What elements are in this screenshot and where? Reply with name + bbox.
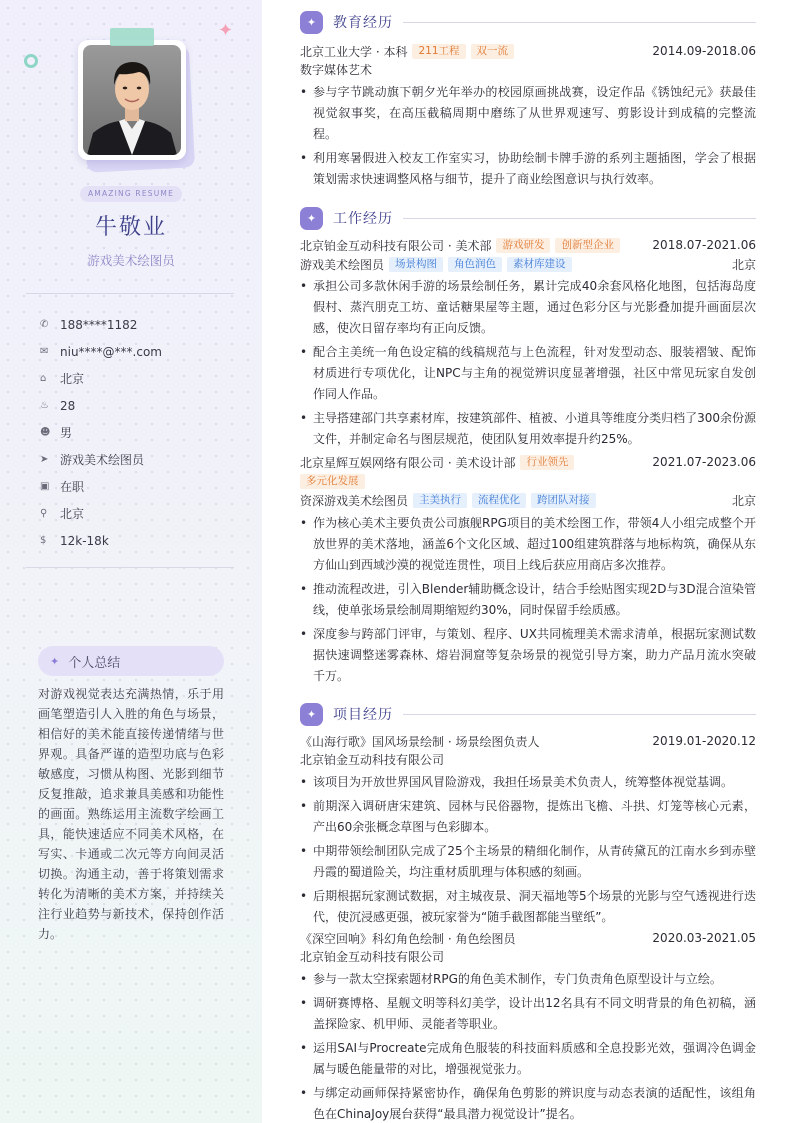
job-city: 北京 <box>731 257 756 272</box>
info-phone <box>40 311 162 338</box>
info-location <box>40 500 162 527</box>
job-position-line <box>300 255 756 273</box>
sparkle-icon: ✦ <box>300 11 323 34</box>
email-icon: ✉ <box>40 346 49 357</box>
job-date: 2021.07-2023.06 <box>652 455 756 469</box>
section-divider <box>403 218 756 219</box>
sidebar <box>0 0 262 1123</box>
company-tag: 行业领先 <box>520 455 574 470</box>
list-item: • 参与字节跳动旗下朝夕光年举办的校园原画挑战赛，设定作品《锈蚀纪元》获最佳视觉叙事奖，在高压截稿周期中磨练了从世界观速写、剪影设计到成稿的完整流程。 <box>300 82 756 145</box>
location-pin-icon: ⚲ <box>40 508 48 519</box>
list-item: • 中期带领绘制团队完成了25个主场景的精细化制作，从青砖黛瓦的江南水乡到赤壁丹霞的蜀道险关，均注重材质肌理与体积感的刻画。 <box>300 841 756 883</box>
decorative-sparkle-icon: ✦ <box>218 20 234 41</box>
project-name: 《山海行歌》国风场景绘制 · 场景绘图负责人 <box>300 734 540 749</box>
info-text: 12k-18k <box>60 533 109 548</box>
project-entry <box>300 928 756 1123</box>
company-tag-line <box>300 472 756 490</box>
job-city: 北京 <box>731 493 756 508</box>
person-name: 牛敬业 <box>94 215 167 240</box>
info-text: 男 <box>60 426 73 440</box>
company-tag: 游戏研发 <box>496 238 550 253</box>
section-header <box>300 10 756 34</box>
section-title: 教育经历 <box>333 15 393 31</box>
job-date: 2018.07-2021.06 <box>652 238 756 252</box>
summary-text: 对游戏视觉表达充满热情，乐于用画笔塑造引人入胜的角色与场景，相信好的美术能直接传递情绪与世界观。具备严谨的造型功底与色彩敏感度，习惯从构图、光影到细节反复推敲，追求兼具美感和功能性的画面。熟练运用主流数字绘画工具，能快速适应不同美术风格，在写实、卡通或二次元等方向间灵活切换。沟通主动，善于将策划需求转化为清晰的美术方案，并持续关注行业趋势与新技术，保持创作活力。 <box>38 687 224 941</box>
list-item: • 调研赛博格、星舰文明等科幻美学，设计出12名具有不同文明背景的角色初稿，涵盖探险家、机甲师、灵能者等职业。 <box>300 993 756 1035</box>
birthday-cake-icon: ♨ <box>40 400 49 411</box>
education-bullets <box>300 82 756 190</box>
skill-tag: 流程优化 <box>472 493 526 508</box>
project-entry <box>300 731 756 928</box>
projects-section <box>300 702 756 1123</box>
job-header <box>300 452 756 472</box>
briefcase-icon: ▣ <box>40 481 50 492</box>
sidebar-divider <box>26 293 234 294</box>
salary-icon: $ <box>40 535 47 546</box>
job-entry <box>300 235 756 450</box>
company-tag: 多元化发展 <box>300 474 365 489</box>
info-text: 游戏美术绘图员 <box>60 453 145 467</box>
phone-icon: ✆ <box>40 319 49 330</box>
info-text: 188****1182 <box>60 317 138 332</box>
summary-heading <box>38 646 224 676</box>
list-item: • 配合主美统一角色设定稿的线稿规范与上色流程，针对发型动态、服装褶皱、配饰材质进行专项优化，让NPC与主角的视觉辨识度显著增强，社区中常见玩家自发创作同人作品。 <box>300 342 756 405</box>
section-divider <box>403 714 756 715</box>
summary-heading-label: 个人总结 <box>68 655 121 671</box>
education-section <box>300 10 756 190</box>
company-name: 北京铂金互动科技有限公司 · 美术部 <box>300 238 492 253</box>
info-text: 北京 <box>60 507 85 521</box>
list-item: • 主导搭建部门共享素材库，按建筑部件、植被、小道具等维度分类归档了300余份源文件，并制定命名与图层规范，使团队复用效率提升约25%。 <box>300 408 756 450</box>
home-icon: ⌂ <box>40 373 47 384</box>
project-date: 2020.03-2021.05 <box>652 931 756 945</box>
photo-tape <box>110 28 154 46</box>
info-email <box>40 338 162 365</box>
work-section <box>300 206 756 687</box>
info-salary <box>40 527 162 554</box>
info-gender <box>40 419 162 446</box>
section-title: 工作经历 <box>333 211 393 227</box>
decorative-ring-icon <box>24 54 38 68</box>
info-text: 28 <box>60 398 76 413</box>
skill-tag: 场景构图 <box>389 257 443 272</box>
list-item: • 作为核心美术主要负责公司旗舰RPG项目的美术绘图工作，带领4人小组完成整个开放世界的美术落地，涵盖6个文化区域、超过100组建筑群落与地标构筑，确保从东方仙山到西域沙漠的视觉连贯性，项目上线后获应用商店多次推荐。 <box>300 513 756 576</box>
list-item: • 承担公司多款休闲手游的场景绘制任务，累计完成40余套风格化地图，包括海岛度假村、蒸汽朋克工坊、童话糖果屋等主题，通过色彩分区与光影叠加提升画面层次感，使次日留存率均有正向反馈。 <box>300 276 756 339</box>
list-item: • 后期根据玩家测试数据，对主城夜景、洞天福地等5个场景的光影与空气透视进行迭代，使沉浸感更强，被玩家誉为“随手截图都能当壁纸”。 <box>300 886 756 928</box>
info-hometown <box>40 365 162 392</box>
sidebar-divider <box>26 567 234 568</box>
project-bullets <box>300 772 756 928</box>
list-item: • 前期深入调研唐宋建筑、园林与民俗器物，提炼出飞檐、斗拱、灯笼等核心元素，产出60余张概念草图与色彩脚本。 <box>300 796 756 838</box>
education-entry-header <box>300 41 756 61</box>
list-item: • 利用寒暑假进入校友工作室实习，协助绘制卡牌手游的系列主题插图，学会了根据策划需求快速调整风格与细节，提升了商业绘图意识与执行效率。 <box>300 148 756 190</box>
sparkle-icon: ✦ <box>50 654 60 668</box>
personal-info-list <box>40 311 162 554</box>
project-company: 北京铂金互动科技有限公司 <box>300 950 445 964</box>
section-header <box>300 206 756 230</box>
avatar <box>83 45 181 155</box>
skill-tag: 主美执行 <box>413 493 467 508</box>
project-bullets <box>300 969 756 1123</box>
project-name: 《深空回响》科幻角色绘制 · 角色绘图员 <box>300 931 516 946</box>
list-item: • 推动流程改进，引入Blender辅助概念设计，结合手绘贴图实现2D与3D混合渲染管线，使单张场景绘制周期缩短约30%，同时保留手绘质感。 <box>300 579 756 621</box>
section-header <box>300 702 756 726</box>
job-header <box>300 235 756 255</box>
section-title: 项目经历 <box>333 707 393 723</box>
info-text: 在职 <box>60 480 85 494</box>
project-date: 2019.01-2020.12 <box>652 734 756 748</box>
company-tag: 创新型企业 <box>555 238 620 253</box>
gender-icon: ☻ <box>40 427 51 438</box>
school-name: 北京工业大学 · 本科 <box>300 44 408 59</box>
info-text: niu****@***.com <box>60 344 162 359</box>
info-status <box>40 473 162 500</box>
person-title: 游戏美术绘图员 <box>87 253 175 268</box>
job-position: 游戏美术绘图员 <box>300 257 385 272</box>
project-header <box>300 731 756 751</box>
list-item: • 该项目为开放世界国风冒险游戏，我担任场景美术负责人，统筹整体视觉基调。 <box>300 772 756 793</box>
project-company: 北京铂金互动科技有限公司 <box>300 753 445 767</box>
info-target-job <box>40 446 162 473</box>
section-divider <box>403 22 756 23</box>
sparkle-icon: ✦ <box>300 703 323 726</box>
job-bullets <box>300 513 756 687</box>
send-icon: ➤ <box>40 454 49 465</box>
skill-tag: 跨团队对接 <box>531 493 596 508</box>
resume-badge: AMAZING RESUME <box>80 186 182 202</box>
info-age <box>40 392 162 419</box>
major: 数字媒体艺术 <box>300 63 373 77</box>
list-item: • 深度参与跨部门评审，与策划、程序、UX共同梳理美术需求清单，根据玩家测试数据快速调整迷雾森林、熔岩洞窟等复杂场景的视觉引导方案，助力产品月流水突破千万。 <box>300 624 756 687</box>
job-bullets <box>300 276 756 450</box>
job-position: 资深游戏美术绘图员 <box>300 493 409 508</box>
info-text: 北京 <box>60 372 85 386</box>
school-tag: 双一流 <box>471 44 515 59</box>
job-entry <box>300 452 756 687</box>
list-item: • 参与一款太空探索题材RPG的角色美术制作，专门负责角色原型设计与立绘。 <box>300 969 756 990</box>
education-date: 2014.09-2018.06 <box>652 44 756 58</box>
company-name: 北京星辉互娱网络有限公司 · 美术设计部 <box>300 455 516 470</box>
list-item: • 运用SAI与Procreate完成角色服装的科技面料质感和全息投影光效，强调冷色调金属与暖色能量带的对比，增强视觉张力。 <box>300 1038 756 1080</box>
profile-photo <box>78 40 186 160</box>
sparkle-icon: ✦ <box>300 207 323 230</box>
main-content <box>300 10 756 1123</box>
job-position-line <box>300 490 756 510</box>
skill-tag: 角色润色 <box>448 257 502 272</box>
school-tag: 211工程 <box>412 44 465 59</box>
project-header <box>300 928 756 948</box>
list-item: • 与绑定动画师保持紧密协作，确保角色剪影的辨识度与动态表演的适配性，该组角色在ChinaJoy展台获得“最具潜力视觉设计”提名。 <box>300 1083 756 1123</box>
skill-tag: 素材库建设 <box>507 257 572 272</box>
